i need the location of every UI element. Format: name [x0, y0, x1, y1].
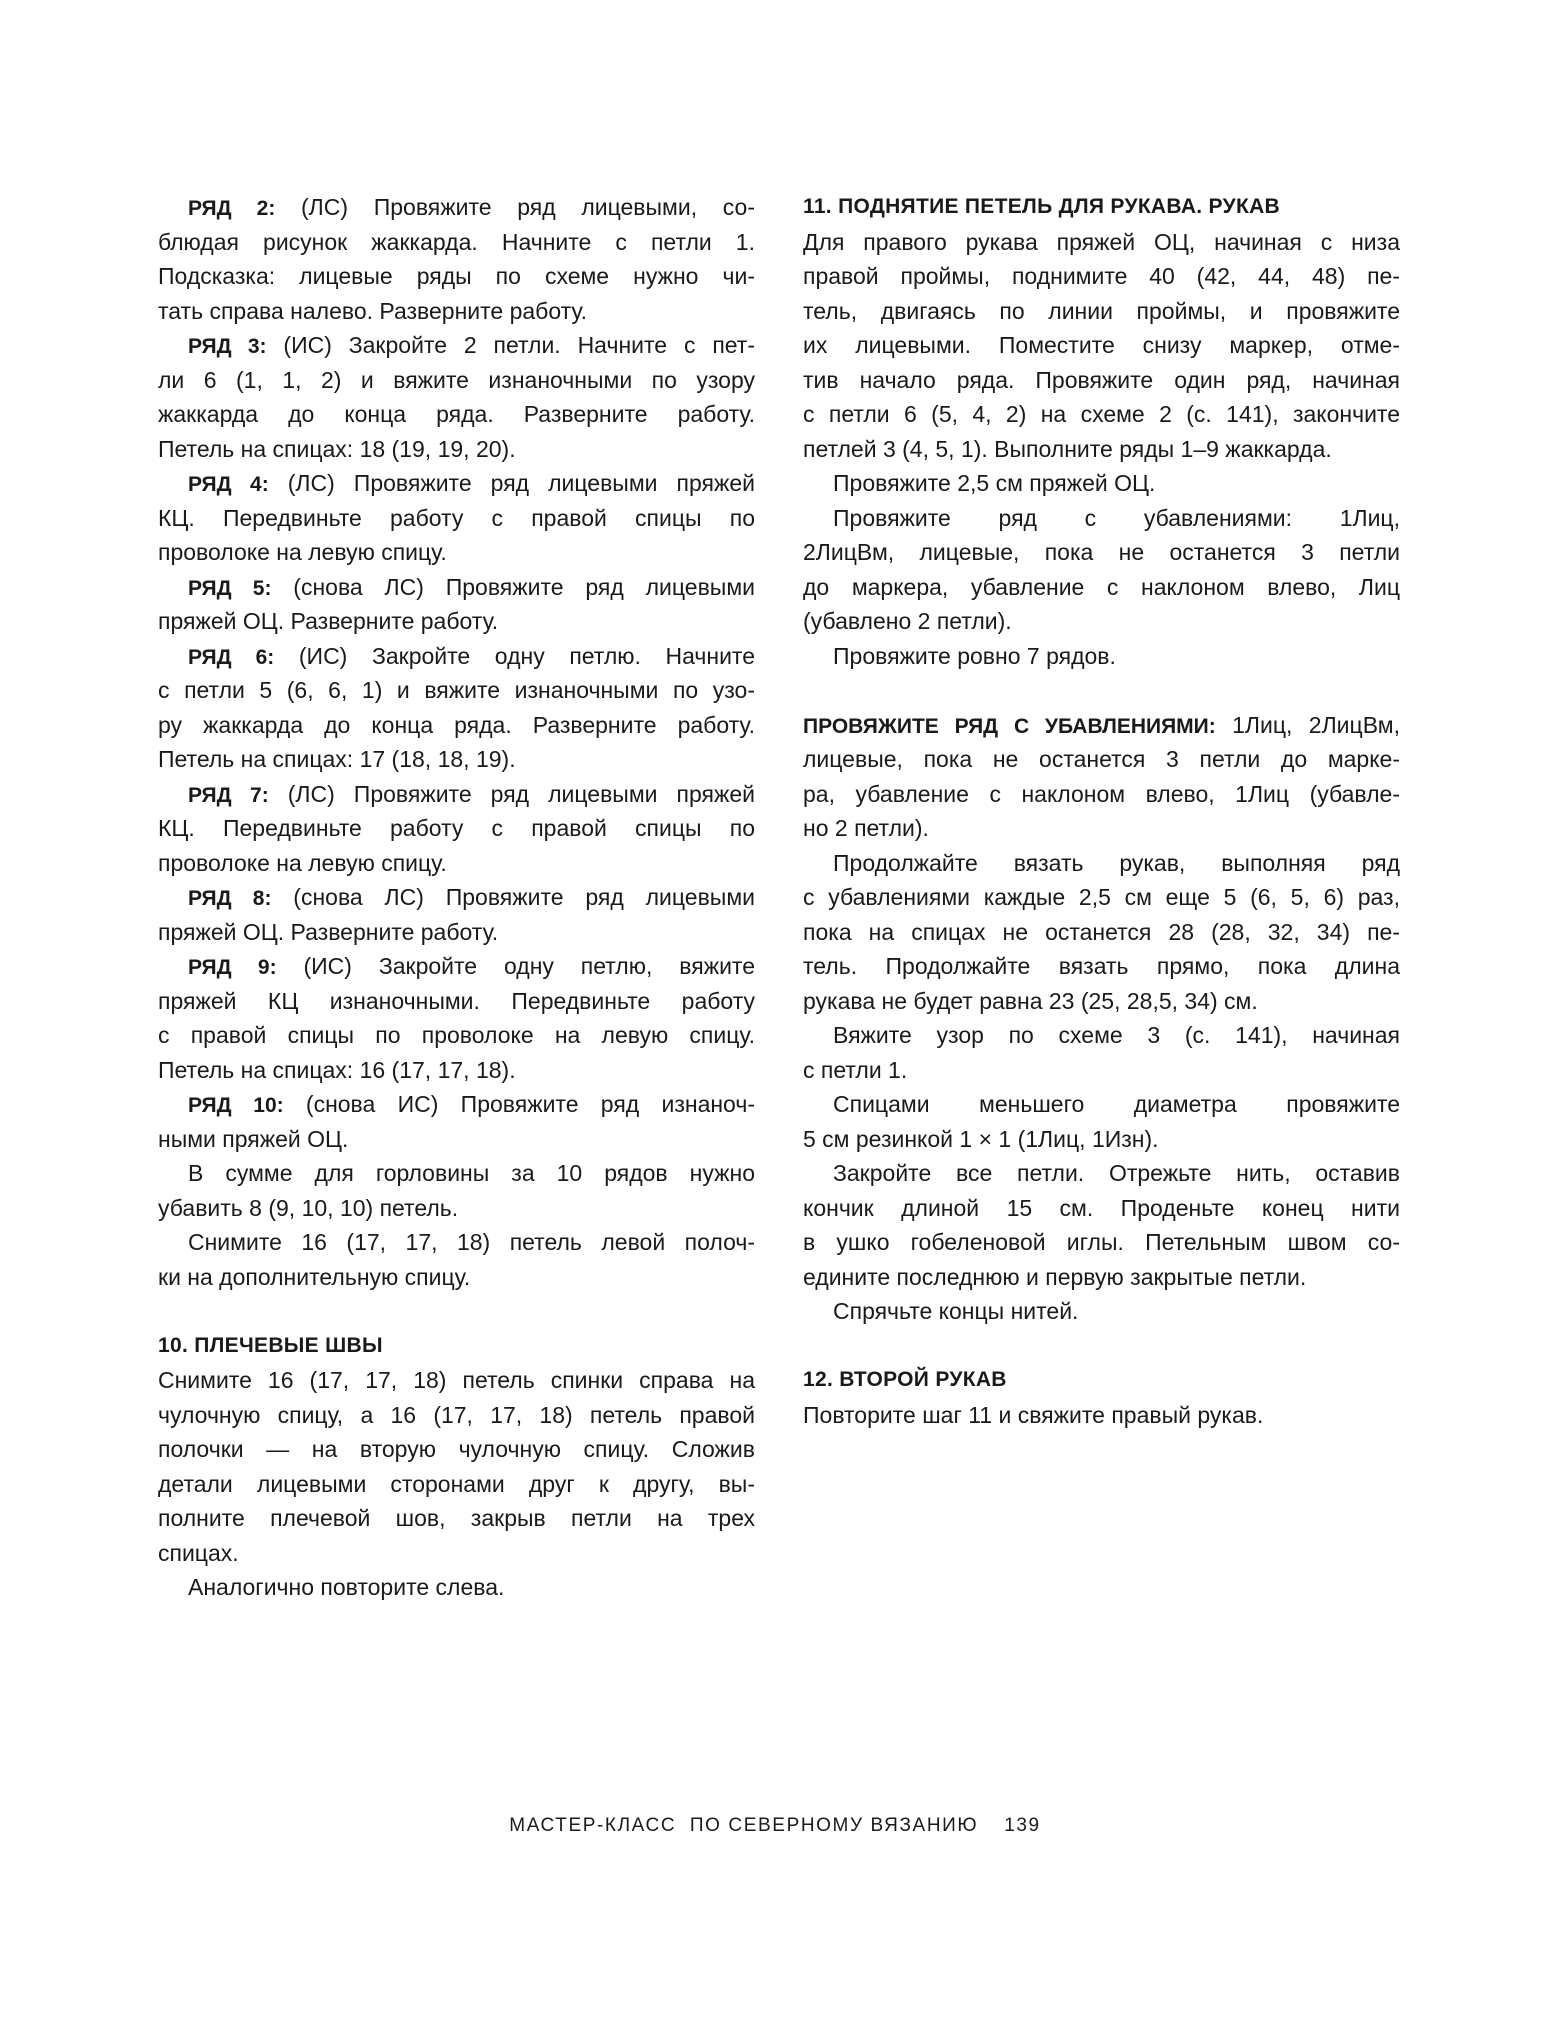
step-label: РЯД 4: — [188, 473, 269, 496]
text-line: но 2 петли). — [803, 815, 929, 841]
text-line: кончик длиной 15 см. Проденьте конец нити — [803, 1194, 1400, 1221]
text-line: петлей 3 (4, 5, 1). Выполните ряды 1–9 жаккарда. — [803, 435, 1332, 462]
right-column — [803, 190, 1400, 1432]
step-text: (снова ИС) Провяжите ряд изнаноч- — [283, 1091, 755, 1117]
step-text: (ЛС) Провяжите ряд лицевыми пряжей — [268, 470, 755, 496]
step-text: 1Лиц, 2ЛицВм, — [1215, 711, 1400, 738]
paragraph — [803, 1294, 1400, 1329]
step-label: РЯД 2: — [188, 197, 276, 220]
text-line: Повторите шаг 11 и свяжите правый рукав. — [803, 1401, 1264, 1428]
text-line: Снимите 16 (17, 17, 18) петель спинки справа на — [158, 1367, 755, 1393]
text-line: едините последнюю и первую закрытые петли. — [803, 1263, 1307, 1290]
paragraph — [158, 1087, 755, 1156]
text-line: Подсказка: лицевые ряды по схеме нужно чи- — [158, 263, 755, 289]
step-label: РЯД 5: — [188, 576, 272, 600]
paragraph — [803, 1087, 1400, 1156]
paragraph — [158, 190, 755, 328]
text-line: жаккарда до конца ряда. Разверните работу. — [158, 401, 755, 427]
text-line: Петель на спицах: 18 (19, 19, 20). — [158, 435, 516, 462]
step-label: РЯД 9: — [188, 956, 277, 979]
step-label: ПРОВЯЖИТЕ РЯД С УБАВЛЕНИЯМИ: — [803, 714, 1216, 738]
paragraph — [158, 639, 755, 777]
text-line: Провяжите ряд с убавлениями: 1Лиц, — [833, 504, 1400, 531]
step-label: РЯД 6: — [188, 645, 275, 669]
paragraph — [803, 466, 1400, 501]
step-text: (ИС) Закройте одну петлю. Начните — [274, 642, 755, 669]
text-line: пряжей КЦ изнаночными. Передвиньте работу — [158, 987, 755, 1014]
section-heading: 12. ВТОРОЙ РУКАВ — [803, 1368, 1007, 1391]
text-line: тель. Продолжайте вязать прямо, пока длина — [803, 953, 1400, 979]
running-title: МАСТЕР-КЛАСС ПО СЕВЕРНОМУ ВЯЗАНИЮ — [509, 1815, 979, 1836]
text-line: ки на дополнительную спицу. — [158, 1263, 471, 1290]
section-heading: 10. ПЛЕЧЕВЫЕ ШВЫ — [158, 1333, 383, 1357]
text-line: ли 6 (1, 1, 2) и вяжите изнаночными по узору — [158, 366, 755, 393]
text-line: блюдая рисунок жаккарда. Начните с петли 1. — [158, 228, 755, 255]
text-line — [158, 1087, 755, 1122]
page-footer — [0, 1810, 1550, 1842]
text-line: полочки — на вторую чулочную спицу. Сложив — [158, 1436, 755, 1462]
text-line: Закройте все петли. Отрежьте нить, оставив — [833, 1160, 1400, 1186]
text-line: до маркера, убавление с наклоном влево, Лиц — [803, 573, 1400, 600]
text-line: с убавлениями каждые 2,5 см еще 5 (6, 5, 6) раз, — [803, 884, 1400, 910]
paragraph — [158, 570, 755, 639]
text-line: спицах. — [158, 1539, 239, 1566]
text-line: ными пряжей ОЦ. — [158, 1125, 349, 1152]
paragraph — [158, 949, 755, 1087]
step-label: РЯД 3: — [188, 335, 267, 358]
step-label: РЯД 10: — [188, 1094, 284, 1117]
text-line — [158, 328, 755, 363]
paragraph — [803, 225, 1400, 467]
text-line: тать справа налево. Разверните работу. — [158, 297, 588, 324]
text-line: Провяжите 2,5 см пряжей ОЦ. — [833, 470, 1156, 496]
text-line: КЦ. Передвиньте работу с правой спицы по — [158, 815, 755, 841]
paragraph — [158, 1156, 755, 1225]
text-line: Продолжайте вязать рукав, выполняя ряд — [833, 849, 1400, 876]
text-line: чулочную спицу, а 16 (17, 17, 18) петель правой — [158, 1401, 755, 1428]
text-line: с правой спицы по проволоке на левую спицу. — [158, 1022, 755, 1048]
text-line: тив начало ряда. Провяжите один ряд, начиная — [803, 366, 1400, 393]
paragraph — [158, 777, 755, 881]
text-line: ру жаккарда до конца ряда. Разверните работу. — [158, 711, 755, 738]
text-line: Аналогично повторите слева. — [188, 1574, 505, 1600]
text-line: пока на спицах не останется 28 (28, 32, 34) пе- — [803, 918, 1400, 945]
paragraph — [803, 846, 1400, 1019]
text-line: пряжей ОЦ. Разверните работу. — [158, 918, 499, 945]
paragraph — [803, 501, 1400, 639]
paragraph — [158, 1225, 755, 1294]
text-line: Петель на спицах: 16 (17, 17, 18). — [158, 1056, 516, 1083]
text-line: детали лицевыми сторонами друг к другу, вы- — [158, 1470, 755, 1497]
text-line — [158, 190, 755, 225]
step-text: (ЛС) Провяжите ряд лицевыми пряжей — [268, 780, 755, 807]
text-line: Для правого рукава пряжей ОЦ, начиная с низа — [803, 228, 1400, 255]
section-heading: 11. ПОДНЯТИЕ ПЕТЕЛЬ ДЛЯ РУКАВА. РУКАВ — [803, 195, 1280, 218]
text-line: лицевые, пока не останется 3 петли до марке- — [803, 746, 1400, 772]
paragraph — [158, 1363, 755, 1570]
text-line: Спицами меньшего диаметра провяжите — [833, 1091, 1400, 1117]
paragraph — [158, 880, 755, 949]
text-line: Вяжите узор по схеме 3 (с. 141), начиная — [833, 1022, 1400, 1048]
text-line: с петли 6 (5, 4, 2) на схеме 2 (с. 141), закончите — [803, 401, 1400, 427]
text-line: с петли 5 (6, 6, 1) и вяжите изнаночными по узо- — [158, 677, 755, 703]
text-line: Провяжите ровно 7 рядов. — [833, 642, 1116, 669]
text-line — [803, 708, 1400, 743]
step-text: (ЛС) Провяжите ряд лицевыми, со- — [275, 194, 755, 220]
step-text: (ИС) Закройте 2 петли. Начните с пет- — [266, 332, 755, 358]
text-line: в ушко гобеленовой иглы. Петельным швом со- — [803, 1229, 1400, 1255]
text-line — [158, 777, 755, 812]
text-line — [158, 466, 755, 501]
text-line: КЦ. Передвиньте работу с правой спицы по — [158, 504, 755, 531]
paragraph — [158, 328, 755, 466]
paragraph — [158, 466, 755, 570]
text-line: пряжей ОЦ. Разверните работу. — [158, 608, 499, 634]
paragraph — [803, 639, 1400, 674]
paragraph-gap — [803, 673, 1400, 708]
text-line: тель, двигаясь по линии проймы, и провяжите — [803, 297, 1400, 324]
paragraph-gap — [158, 1294, 755, 1329]
text-line: ра, убавление с наклоном влево, 1Лиц (убавле- — [803, 780, 1400, 807]
text-line: Снимите 16 (17, 17, 18) петель левой полоч- — [188, 1229, 755, 1255]
text-line — [158, 949, 755, 984]
paragraph — [803, 1398, 1400, 1433]
text-line: рукава не будет равна 23 (25, 28,5, 34) см. — [803, 987, 1258, 1014]
step-text: (ИС) Закройте одну петлю, вяжите — [276, 953, 755, 979]
text-line: их лицевыми. Поместите снизу маркер, отме- — [803, 332, 1400, 358]
text-line: 2ЛицВм, лицевые, пока не останется 3 петли — [803, 539, 1400, 565]
text-line: с петли 1. — [803, 1056, 908, 1083]
step-text: (снова ЛС) Провяжите ряд лицевыми — [271, 884, 755, 910]
step-label: РЯД 7: — [188, 783, 269, 807]
text-line: В сумме для горловины за 10 рядов нужно — [188, 1160, 755, 1186]
step-label: РЯД 8: — [188, 887, 272, 910]
text-line: Спрячьте концы нитей. — [833, 1298, 1079, 1324]
text-line: (убавлено 2 петли). — [803, 608, 1012, 634]
paragraph — [803, 1156, 1400, 1294]
paragraph — [803, 1018, 1400, 1087]
text-line: полните плечевой шов, закрыв петли на трех — [158, 1505, 755, 1531]
text-line: правой проймы, поднимите 40 (42, 44, 48) пе- — [803, 263, 1400, 289]
text-line: убавить 8 (9, 10, 10) петель. — [158, 1194, 459, 1221]
text-line: проволоке на левую спицу. — [158, 539, 447, 565]
text-line: 5 см резинкой 1 × 1 (1Лиц, 1Изн). — [803, 1125, 1159, 1152]
paragraph-gap — [803, 1329, 1400, 1364]
text-line — [158, 880, 755, 915]
text-line — [158, 570, 755, 605]
text-line: Петель на спицах: 17 (18, 18, 19). — [158, 746, 516, 772]
left-column — [158, 190, 755, 1605]
page-number: 139 — [1004, 1815, 1041, 1836]
text-line: проволоке на левую спицу. — [158, 849, 447, 876]
step-text: (снова ЛС) Провяжите ряд лицевыми — [271, 573, 755, 600]
text-line — [158, 639, 755, 674]
paragraph — [803, 708, 1400, 846]
paragraph — [158, 1570, 755, 1605]
